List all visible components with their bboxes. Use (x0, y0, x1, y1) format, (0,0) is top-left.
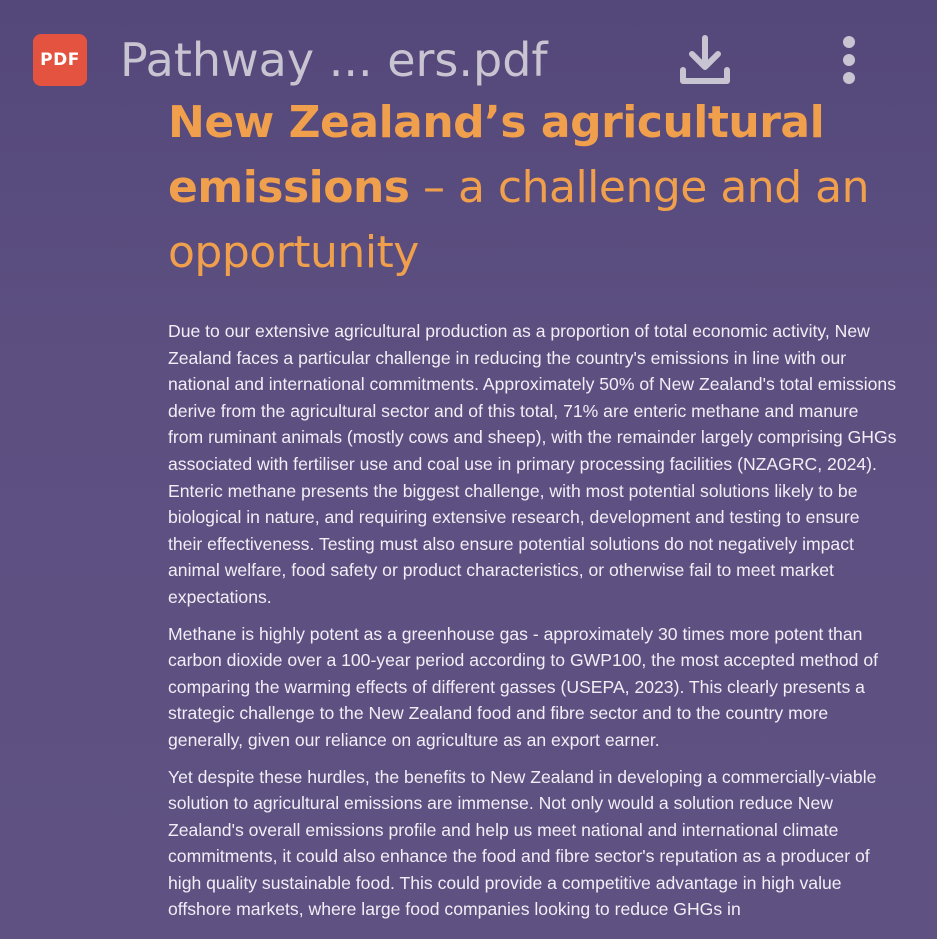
paragraph-3: Yet despite these hurdles, the benefits to New Zealand in developing a commercially-viable solution to agricultural emissions are immense. Not only would a solution reduce New Zealand's overall emissions profile and help us meet national and international climate commitments, it could also enhance the food and fibre sector's reputation as a producer of high quality sustainable food. This could provide a competitive advantage in high value offshore markets, where large food companies looking to reduce GHGs in (168, 766, 877, 920)
viewer-toolbar (0, 0, 937, 120)
heading-light-part: – a challenge and an opportunity (168, 162, 869, 278)
more-options-button[interactable] (830, 30, 868, 90)
document-body (168, 318, 898, 933)
paragraph-2: Methane is highly potent as a greenhouse gas - approximately 30 times more potent than carbon dioxide over a 100-year period according to GWP100, the most accepted method of comparing the warming effects of different gasses (USEPA, 2023). This clearly presents a strategic challenge to the New Zealand food and fibre sector and to the country more generally, given our reliance on agriculture as an export earner. (168, 623, 879, 750)
heading-bold-part: New Zealand’s agricultural emissions (168, 97, 825, 213)
pdf-file-icon: PDF (33, 34, 87, 86)
download-icon (676, 30, 734, 90)
download-button[interactable] (676, 30, 734, 90)
paragraph-1: Due to our extensive agricultural production as a proportion of total economic activity, New Zealand faces a particular challenge in reducing the country's emissions in line with our national and international commitments. Approximately 50% of New Zealand's total emissions derive from the agricultural sector and of this total, 71% are enteric methane and manure from ruminant animals (mostly cows and sheep), with the remainder largely comprising GHGs associated with fertiliser use and coal use in primary processing facilities (NZAGRC, 2024). Enteric methane presents the biggest challenge, with most potential solutions likely to be biological in nature, and requiring extensive research, development and testing to ensure their effectiveness. Testing must also ensure potential solutions do not negatively impact animal welfare, food safety or product characteristics, or otherwise fail to meet market expectations. (168, 321, 897, 607)
more-vertical-icon (830, 30, 868, 90)
file-name: Pathway ... ers.pdf (120, 33, 548, 87)
